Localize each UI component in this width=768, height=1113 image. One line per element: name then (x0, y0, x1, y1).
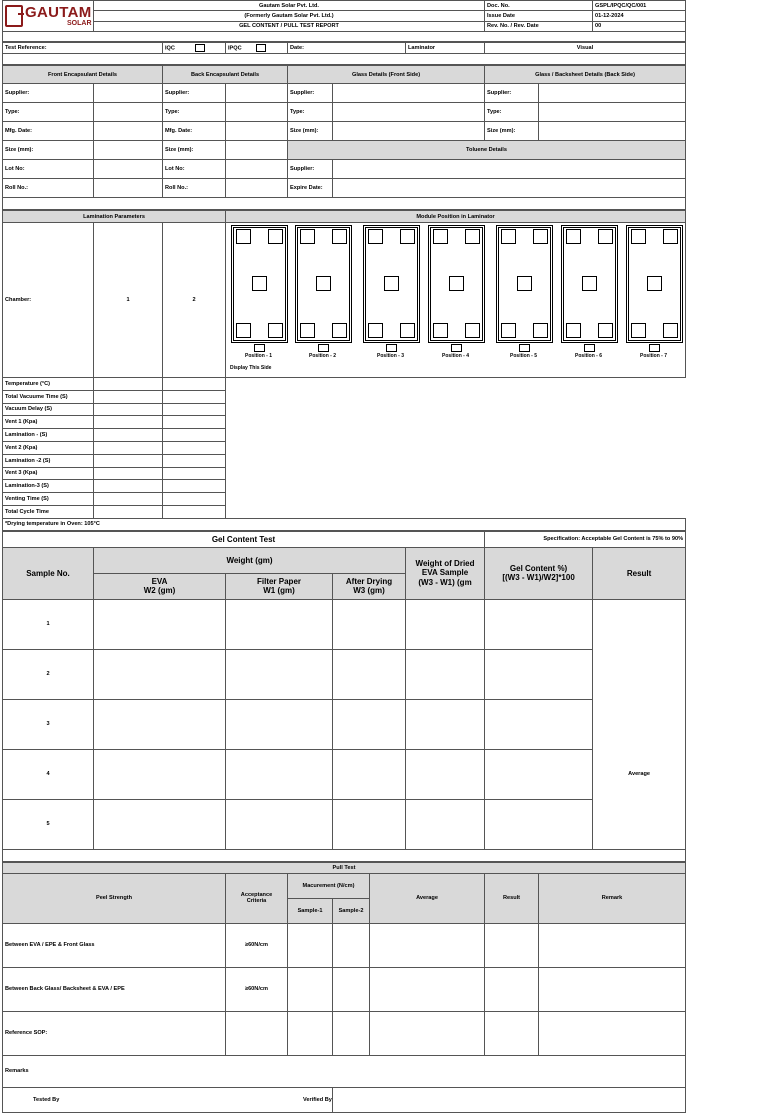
cell-square (316, 276, 331, 291)
param-row (3, 378, 686, 391)
glass-front-supplier-label: Supplier: (288, 84, 333, 103)
front-mfg-date-value[interactable] (94, 122, 163, 141)
param-chamber-2-value[interactable] (163, 467, 226, 480)
cell-square (631, 229, 646, 244)
cell-square (566, 323, 581, 338)
peel-row-front-s1[interactable] (288, 923, 333, 967)
sample-5-after[interactable] (333, 799, 406, 849)
cell-square (647, 276, 662, 291)
param-chamber-1-value[interactable] (94, 493, 163, 506)
sample-1-dried[interactable] (406, 599, 485, 649)
module-diagram (228, 223, 688, 377)
position-checkbox[interactable] (318, 344, 329, 352)
filter-line2: W1 (gm) (263, 586, 295, 596)
cell-square (300, 323, 315, 338)
oven-note: *Drying temperature in Oven: 105°C (3, 518, 686, 530)
lamination-title: Lamination Parameters (3, 211, 226, 223)
position-label: Position - 4 (442, 353, 469, 359)
gel-content-line1: Gel Content %) (509, 563, 568, 573)
pull-remark-header: Remark (539, 873, 686, 923)
glass-back-type-label: Type: (485, 103, 539, 122)
param-chamber-1-value[interactable] (94, 454, 163, 467)
spacer-row (3, 54, 686, 65)
position-checkbox[interactable] (386, 344, 397, 352)
sample-4-after[interactable] (333, 749, 406, 799)
cell-square (384, 276, 399, 291)
param-chamber-1-value[interactable] (94, 480, 163, 493)
front-encapsulant-title: Front Encapsulant Details (3, 66, 163, 84)
after-line2: W3 (gm) (353, 586, 385, 596)
remarks-row[interactable]: Remarks (3, 1055, 686, 1087)
filter-line1: Filter Paper (256, 576, 301, 586)
cell-square (368, 323, 383, 338)
peel-row-front-remark[interactable] (539, 923, 686, 967)
sample-4-gel[interactable] (485, 749, 593, 799)
glass-front-title: Glass Details (Front Side) (288, 66, 485, 84)
measurement-header: Macurement (N/cm) (288, 873, 370, 898)
reference-sop-c5[interactable] (485, 1011, 539, 1055)
gel-spec: Specification: Acceptable Gel Content is 75% to 90% (485, 531, 686, 547)
glass-back-size-label: Size (mm): (485, 122, 539, 141)
param-chamber-1-value[interactable] (94, 416, 163, 429)
param-row (3, 467, 686, 480)
position-label: Position - 7 (640, 353, 667, 359)
dried-weight-line3: (W3 - W1) (gm (418, 578, 472, 588)
param-label: Lamination - (S) (3, 429, 94, 442)
acceptance-header (226, 873, 288, 923)
after-drying-header (333, 573, 406, 599)
formerly-name: (Formerly Gautam Solar Pvt. Ltd.) (94, 11, 485, 21)
back-lot-value[interactable] (226, 160, 288, 179)
param-chamber-2-value[interactable] (163, 480, 226, 493)
cell-square (566, 229, 581, 244)
param-row (3, 416, 686, 429)
cell-square (433, 323, 448, 338)
param-row (3, 441, 686, 454)
front-type-label: Type: (3, 103, 94, 122)
param-chamber-1-value[interactable] (94, 378, 163, 391)
sample-3-after[interactable] (333, 699, 406, 749)
reference-sop-c2[interactable] (288, 1011, 333, 1055)
eva-line1: EVA (151, 576, 168, 586)
sample-5-no: 5 (3, 799, 94, 849)
company-name: Gautam Solar Pvt. Ltd. (94, 1, 485, 11)
back-type-value[interactable] (226, 103, 288, 122)
position-label: Position - 3 (377, 353, 404, 359)
doc-no-value: GSPL/IPQC/QC/001 (593, 1, 686, 11)
cell-square (533, 323, 548, 338)
position-checkbox[interactable] (649, 344, 660, 352)
cell-square (582, 276, 597, 291)
test-reference-label: Test Reference: (3, 43, 163, 54)
position-label: Position - 2 (309, 353, 336, 359)
sample-no-header: Sample No. (3, 547, 94, 599)
back-encapsulant-title: Back Encapsulant Details (163, 66, 288, 84)
logo-icon (5, 5, 23, 27)
ipqc-label: IPQC (228, 45, 242, 52)
cell-square (517, 276, 532, 291)
cell-square (465, 229, 480, 244)
pull-test-table (2, 862, 686, 1113)
gel-content-table (2, 531, 686, 862)
cell-square (465, 323, 480, 338)
param-chamber-1-value[interactable] (94, 403, 163, 416)
ipqc-option[interactable] (226, 43, 288, 54)
param-row (3, 505, 686, 518)
param-chamber-2-value[interactable] (163, 378, 226, 391)
param-chamber-1-value[interactable] (94, 505, 163, 518)
cell-square (598, 323, 613, 338)
param-row (3, 480, 686, 493)
sample-1-no: 1 (3, 599, 94, 649)
module-position-2 (295, 225, 352, 343)
cell-square (268, 323, 283, 338)
peel-strength-header: Peel Strength (3, 873, 226, 923)
peel-row-back-result[interactable] (485, 967, 539, 1011)
sample-2-dried[interactable] (406, 649, 485, 699)
param-chamber-2-value[interactable] (163, 441, 226, 454)
param-chamber-2-value[interactable] (163, 505, 226, 518)
module-position-4 (428, 225, 485, 343)
sample-1-gel[interactable] (485, 599, 593, 649)
param-row (3, 454, 686, 467)
reference-sop-c6[interactable] (539, 1011, 686, 1055)
front-size-label: Size (mm): (3, 141, 94, 160)
glass-back-size-value[interactable] (539, 122, 686, 141)
glass-front-size-value[interactable] (333, 122, 485, 141)
sample-4-dried[interactable] (406, 749, 485, 799)
issue-date-label: Issue Date (485, 11, 593, 21)
filter-header (226, 573, 333, 599)
chamber-label: Chamber: (3, 223, 94, 378)
spacer-row (3, 32, 686, 42)
param-row (3, 390, 686, 403)
cell-square (663, 229, 678, 244)
toluene-supplier-label: Supplier: (288, 160, 333, 179)
back-size-label: Size (mm): (163, 141, 226, 160)
position-checkbox[interactable] (451, 344, 462, 352)
back-mfg-date-label: Mfg. Date: (163, 122, 226, 141)
report-title: GEL CONTENT / PULL TEST REPORT (94, 21, 485, 31)
cell-square (332, 323, 347, 338)
eva-header (94, 573, 226, 599)
param-label: Total Vacuume Time (S) (3, 390, 94, 403)
sample-2-no: 2 (3, 649, 94, 699)
glass-back-type-value[interactable] (539, 103, 686, 122)
glass-back-supplier-label: Supplier: (485, 84, 539, 103)
cell-square (236, 323, 251, 338)
cell-square (501, 323, 516, 338)
peel-row-front-s2[interactable] (333, 923, 370, 967)
cell-square (368, 229, 383, 244)
sample-1-after[interactable] (333, 599, 406, 649)
pull-test-title: Pull Test (3, 862, 686, 873)
chamber-1: 1 (94, 223, 163, 378)
cell-square (663, 323, 678, 338)
module-position-3 (363, 225, 420, 343)
param-label: Vent 1 (Kpa) (3, 416, 94, 429)
display-side-label: Display This Side (230, 365, 272, 371)
sample-1-eva[interactable] (94, 599, 226, 649)
company-logo (3, 1, 93, 31)
iqc-label: IQC (165, 45, 175, 52)
pull-result-header: Result (485, 873, 539, 923)
spacer-row (3, 198, 686, 210)
gel-content-header (485, 547, 593, 599)
back-supplier-label: Supplier: (163, 84, 226, 103)
back-type-label: Type: (163, 103, 226, 122)
sample-4-filter[interactable] (226, 749, 333, 799)
lamination-section (2, 210, 685, 531)
param-chamber-2-value[interactable] (163, 390, 226, 403)
front-lot-value[interactable] (94, 160, 163, 179)
date-field[interactable]: Date: (288, 43, 406, 54)
position-checkbox[interactable] (519, 344, 530, 352)
logo-sub-text: SOLAR (67, 20, 92, 27)
rev-value: 00 (593, 21, 686, 31)
sample-2-after[interactable] (333, 649, 406, 699)
sample-1-filter[interactable] (226, 599, 333, 649)
position-checkbox[interactable] (584, 344, 595, 352)
sample-3-no: 3 (3, 699, 94, 749)
back-supplier-value[interactable] (226, 84, 288, 103)
toluene-expire-value[interactable] (333, 179, 686, 198)
cell-square (449, 276, 464, 291)
param-row (3, 493, 686, 506)
logo-cell (3, 1, 94, 32)
peel-row-front-label: Between EVA / EPE & Front Glass (3, 923, 226, 967)
back-mfg-date-value[interactable] (226, 122, 288, 141)
ipqc-checkbox[interactable] (256, 44, 266, 52)
pull-average-header: Average (370, 873, 485, 923)
issue-date-value: 01-12-2024 (593, 11, 686, 21)
acceptance-line2: Criteria (246, 898, 267, 905)
sample-5-gel[interactable] (485, 799, 593, 849)
back-roll-label: Roll No.: (163, 179, 226, 198)
sample-4-eva[interactable] (94, 749, 226, 799)
position-label: Position - 5 (510, 353, 537, 359)
sample-3-eva[interactable] (94, 699, 226, 749)
rev-label: Rev. No. / Rev. Date (485, 21, 593, 31)
front-mfg-date-label: Mfg. Date: (3, 122, 94, 141)
cell-square (400, 323, 415, 338)
back-size-value[interactable] (226, 141, 288, 160)
sample-2-filter[interactable] (226, 649, 333, 699)
peel-row-back-criteria: ≥60N/cm (226, 967, 288, 1011)
visual-field[interactable]: Visual (485, 43, 686, 54)
glass-back-title: Glass / Backsheet Details (Back Side) (485, 66, 686, 84)
front-roll-value[interactable] (94, 179, 163, 198)
dried-weight-line2: EVA Sample (421, 568, 469, 578)
average-label: Average (628, 771, 650, 778)
verified-by: Verified By (303, 1096, 332, 1103)
sample-5-filter[interactable] (226, 799, 333, 849)
peel-row-back-s2[interactable] (333, 967, 370, 1011)
details-table (2, 65, 686, 210)
acceptance-line1: Acceptance (240, 891, 273, 898)
cell-square (236, 229, 251, 244)
param-chamber-2-value[interactable] (163, 403, 226, 416)
param-label: Vacuum Delay (S) (3, 403, 94, 416)
chamber-2: 2 (163, 223, 226, 378)
report-sheet (2, 0, 685, 1113)
reference-sop-label: Reference SOP: (3, 1011, 226, 1055)
position-label: Position - 1 (245, 353, 272, 359)
param-chamber-2-value[interactable] (163, 493, 226, 506)
cell-square (433, 229, 448, 244)
module-position-5 (496, 225, 553, 343)
after-line1: After Drying (345, 576, 393, 586)
sample-3-dried[interactable] (406, 699, 485, 749)
result-header: Result (593, 547, 686, 599)
tested-by: Tested By (3, 1087, 333, 1112)
param-chamber-1-value[interactable] (94, 390, 163, 403)
back-roll-value[interactable] (226, 179, 288, 198)
front-type-value[interactable] (94, 103, 163, 122)
cell-square (268, 229, 283, 244)
param-chamber-2-value[interactable] (163, 416, 226, 429)
sample-5-eva[interactable] (94, 799, 226, 849)
module-diagram-cell (226, 223, 686, 378)
module-position-6 (561, 225, 618, 343)
front-lot-label: Lot No: (3, 160, 94, 179)
position-checkbox[interactable] (254, 344, 265, 352)
logo-main-text: GAUTAM (25, 4, 92, 21)
weight-header: Weight (gm) (94, 547, 406, 573)
iqc-checkbox[interactable] (195, 44, 205, 52)
lamination-table (2, 210, 686, 531)
toluene-title: Toluene Details (288, 141, 686, 160)
back-lot-label: Lot No: (163, 160, 226, 179)
gel-content-line2: [(W3 - W1)/W2]*100 (502, 573, 575, 583)
toluene-supplier-value[interactable] (333, 160, 686, 179)
sample-2-header: Sample-2 (333, 898, 370, 923)
param-label: Venting Time (S) (3, 493, 94, 506)
cell-square (300, 229, 315, 244)
cell-square (631, 323, 646, 338)
param-label: Vent 3 (Kpa) (3, 467, 94, 480)
cell-square (332, 229, 347, 244)
glass-front-size-label: Size (mm): (288, 122, 333, 141)
sample-1-header: Sample-1 (288, 898, 333, 923)
toluene-expire-label: Expire Date: (288, 179, 333, 198)
param-row (3, 429, 686, 442)
front-size-value[interactable] (94, 141, 163, 160)
position-label: Position - 6 (575, 353, 602, 359)
param-chamber-1-value[interactable] (94, 467, 163, 480)
peel-row-front-criteria: ≥60N/cm (226, 923, 288, 967)
sample-2-eva[interactable] (94, 649, 226, 699)
gel-result-cell[interactable] (593, 599, 686, 849)
peel-row-back-s1[interactable] (288, 967, 333, 1011)
eva-line2: W2 (gm) (143, 586, 176, 596)
peel-row-front-avg[interactable] (370, 923, 485, 967)
sample-4-no: 4 (3, 749, 94, 799)
glass-front-type-label: Type: (288, 103, 333, 122)
verified-by-cell (303, 1087, 686, 1112)
cell-square (598, 229, 613, 244)
sample-3-gel[interactable] (485, 699, 593, 749)
reference-sop-c1[interactable] (226, 1011, 288, 1055)
dried-weight-header (406, 547, 485, 599)
cell-square (501, 229, 516, 244)
sample-5-dried[interactable] (406, 799, 485, 849)
glass-front-supplier-value[interactable] (333, 84, 485, 103)
doc-no-label: Doc. No. (485, 1, 593, 11)
cell-square (400, 229, 415, 244)
module-position-1 (231, 225, 288, 343)
dried-weight-line1: Weight of Dried (415, 558, 475, 568)
gel-title: Gel Content Test (3, 531, 485, 547)
spacer-row (3, 849, 686, 861)
cell-square (252, 276, 267, 291)
param-chamber-1-value[interactable] (94, 429, 163, 442)
param-label: Temperature (°C) (3, 378, 94, 391)
cell-square (533, 229, 548, 244)
header-table (2, 0, 686, 42)
peel-row-back-remark[interactable] (539, 967, 686, 1011)
param-label: Total Cycle Time (3, 505, 94, 518)
param-chamber-2-value[interactable] (163, 429, 226, 442)
peel-row-back-label: Between Back Glass/ Backsheet & EVA / EPE (3, 967, 226, 1011)
front-supplier-value[interactable] (94, 84, 163, 103)
glass-front-type-value[interactable] (333, 103, 485, 122)
reference-sop-c3[interactable] (333, 1011, 370, 1055)
sample-3-filter[interactable] (226, 699, 333, 749)
param-chamber-2-value[interactable] (163, 454, 226, 467)
reference-sop-c4[interactable] (370, 1011, 485, 1055)
param-label: Lamination -2 (S) (3, 454, 94, 467)
peel-row-front-result[interactable] (485, 923, 539, 967)
param-label: Vent 2 (Kpa) (3, 441, 94, 454)
param-row (3, 403, 686, 416)
module-position-title: Module Position in Laminator (226, 211, 686, 223)
module-position-7 (626, 225, 683, 343)
front-roll-label: Roll No.: (3, 179, 94, 198)
glass-back-supplier-value[interactable] (539, 84, 686, 103)
front-supplier-label: Supplier: (3, 84, 94, 103)
laminator-field[interactable]: Laminator (406, 43, 485, 54)
reference-table (2, 42, 686, 65)
param-label: Lamination-3 (S) (3, 480, 94, 493)
peel-row-back-avg[interactable] (370, 967, 485, 1011)
param-chamber-1-value[interactable] (94, 441, 163, 454)
sample-2-gel[interactable] (485, 649, 593, 699)
iqc-option[interactable] (163, 43, 226, 54)
